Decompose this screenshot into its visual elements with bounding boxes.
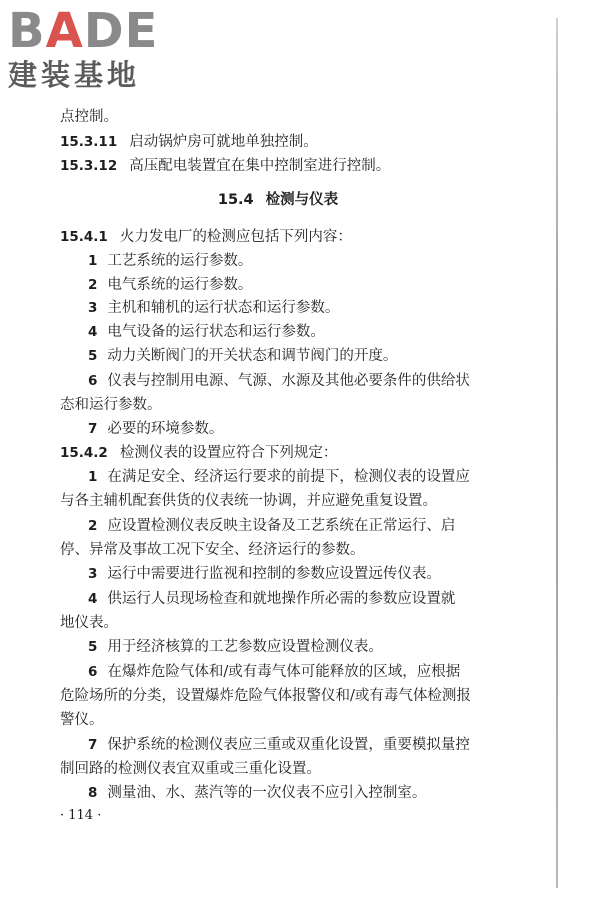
clause-15-4-2 bbox=[60, 444, 337, 462]
list-item: 2 应设置检测仪表反映主设备及工艺系统在正常运行、启 bbox=[88, 518, 456, 534]
list-item: 5 动力关断阀门的开关状态和调节阀门的开度。 bbox=[88, 348, 398, 364]
list-item-continuation: 与各主辅机配套供货的仪表统一协调，并应避免重复设置。 bbox=[60, 493, 437, 509]
list-item-continuation: 警仪。 bbox=[60, 712, 104, 728]
list-item: 6 仪表与控制用电源、气源、水源及其他必要条件的供给状 bbox=[88, 373, 470, 389]
list-item: 3 运行中需要进行监视和控制的参数应设置远传仪表。 bbox=[88, 566, 441, 582]
list-item-continuation: 停、异常及事故工况下安全、经济运行的参数。 bbox=[60, 542, 365, 558]
list-item: 1 在满足安全、经济运行要求的前提下，检测仪表的设置应 bbox=[88, 469, 470, 485]
list-item-continuation: 危险场所的分类，设置爆炸危险气体报警仪和/或有毒气体检测报 bbox=[60, 688, 471, 704]
list-item-continuation: 地仪表。 bbox=[60, 615, 118, 631]
bade-logo bbox=[8, 3, 178, 92]
list-item: 2 电气系统的运行参数。 bbox=[88, 277, 253, 293]
list-item: 7 必要的环境参数。 bbox=[88, 421, 224, 437]
continued-text: 点控制。 bbox=[60, 109, 118, 125]
list-item: 8 测量油、水、蒸汽等的一次仪表不应引入控制室。 bbox=[88, 785, 427, 801]
list-item: 3 主机和辅机的运行状态和运行参数。 bbox=[88, 300, 340, 316]
clause-text: 高压配电装置宜在集中控制室进行控制。 bbox=[129, 158, 391, 174]
list-item: 4 电气设备的运行状态和运行参数。 bbox=[88, 324, 325, 340]
clause-number: 15.3.12 bbox=[60, 158, 118, 174]
page-number: · 114 · bbox=[60, 808, 102, 823]
clause-15-4-1 bbox=[60, 228, 352, 246]
list-item: 4 供运行人员现场检查和就地操作所必需的参数应设置就 bbox=[88, 591, 456, 607]
list-item-continuation: 态和运行参数。 bbox=[60, 397, 162, 413]
section-title-text: 检测与仪表 bbox=[265, 192, 339, 208]
list-item: 1 工艺系统的运行参数。 bbox=[88, 253, 253, 269]
list-item: 7 保护系统的检测仪表应三重或双重化设置，重要模拟量控 bbox=[88, 737, 470, 753]
clause-text: 检测仪表的设置应符合下列规定： bbox=[119, 445, 338, 461]
clause-number: 15.3.11 bbox=[60, 134, 118, 150]
logo-subtitle: 建装基地 bbox=[8, 58, 141, 92]
page-edge-shadow bbox=[556, 18, 558, 888]
section-number: 15.4 bbox=[217, 192, 254, 208]
list-item-continuation: 制回路的检测仪表宜双重或三重化设置。 bbox=[60, 761, 321, 777]
clause-15-3-12 bbox=[60, 157, 390, 175]
clause-text: 启动锅炉房可就地单独控制。 bbox=[129, 134, 318, 150]
clause-number: 15.4.2 bbox=[60, 445, 108, 461]
section-heading bbox=[0, 188, 556, 209]
list-item: 6 在爆炸危险气体和/或有毒气体可能释放的区域，应根据 bbox=[88, 664, 461, 680]
list-item: 5 用于经济核算的工艺参数应设置检测仪表。 bbox=[88, 639, 383, 655]
clause-number: 15.4.1 bbox=[60, 229, 108, 245]
logo-wordmark: BADE bbox=[8, 3, 159, 59]
clause-text: 火力发电厂的检测应包括下列内容： bbox=[119, 229, 352, 245]
clause-15-3-11 bbox=[60, 133, 318, 151]
